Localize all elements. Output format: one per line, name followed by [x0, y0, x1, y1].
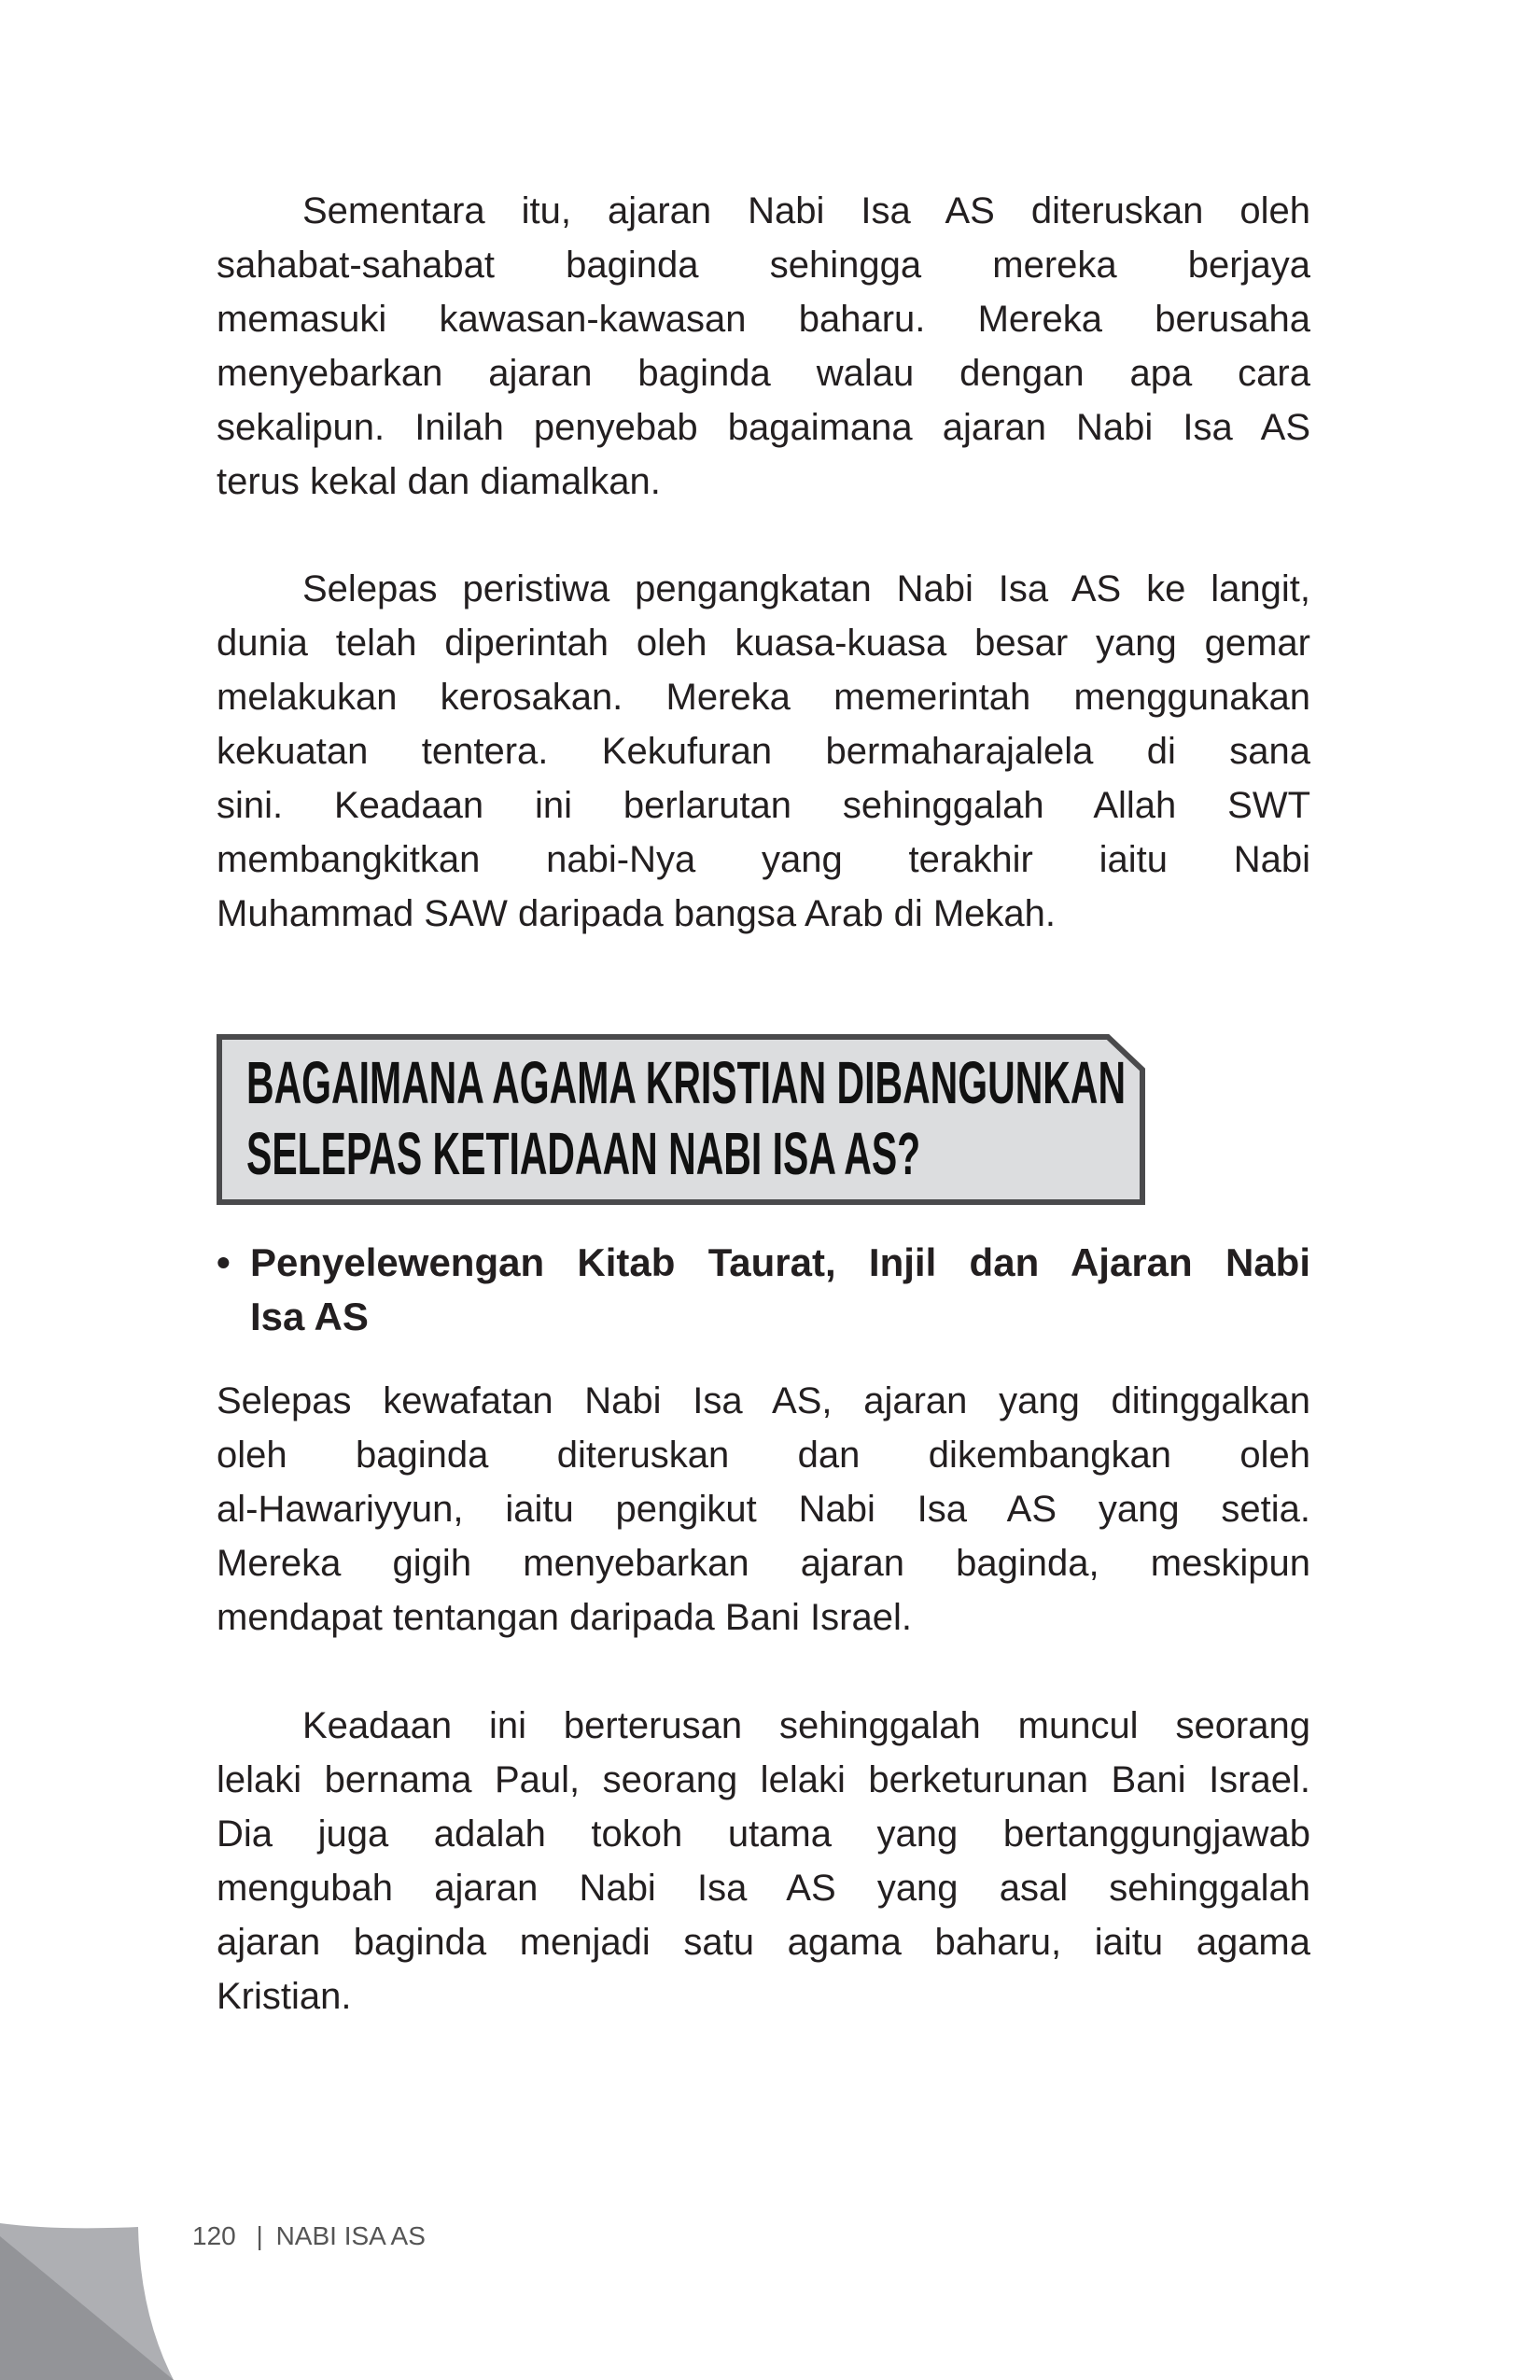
text-line: Selepas kewafatan Nabi Isa AS, ajaran yang ditinggalkan [217, 1380, 1310, 1421]
text-line: Keadaan ini berterusan sehinggalah muncul seorang [302, 1705, 1310, 1746]
heading-line-1: BAGAIMANA AGAMA KRISTIAN DIBANGUNKAN [246, 1049, 1127, 1116]
page-number: 120 [192, 2221, 236, 2250]
running-title: NABI ISA AS [275, 2221, 426, 2250]
section-heading [246, 1047, 1126, 1189]
section-heading-box [217, 1034, 1145, 1204]
text-line: Selepas peristiwa pengangkatan Nabi Isa AS ke langit, [302, 568, 1310, 609]
paragraph-2 [217, 562, 1310, 941]
text-line: melakukan kerosakan. Mereka memerintah menggunakan [217, 677, 1310, 718]
text-line: Mereka gigih menyebarkan ajaran baginda, meskipun [217, 1543, 1310, 1584]
text-line: terus kekal dan diamalkan. [217, 461, 661, 502]
footer-separator: | [256, 2221, 263, 2250]
paragraph-4 [217, 1699, 1310, 2023]
text-line: membangkitkan nabi-Nya yang terakhir iaitu Nabi [217, 839, 1310, 880]
subheading-line-2: Isa AS [250, 1295, 369, 1338]
text-line: Dia juga adalah tokoh utama yang bertanggungjawab [217, 1813, 1310, 1855]
text-line: ajaran baginda menjadi satu agama baharu, iaitu agama [217, 1922, 1310, 1963]
text-line: sahabat-sahabat baginda sehingga mereka berjaya [217, 245, 1310, 286]
heading-line-2: SELEPAS KETIADAAN NABI ISA AS? [246, 1120, 921, 1187]
text-line: mengubah ajaran Nabi Isa AS yang asal sehinggalah [217, 1868, 1310, 1909]
text-line: al-Hawariyyun, iaitu pengikut Nabi Isa AS yang setia. [217, 1489, 1310, 1530]
text-line: oleh baginda diteruskan dan dikembangkan oleh [217, 1435, 1310, 1476]
bullet-icon: • [217, 1240, 231, 1284]
text-line: kekuatan tentera. Kekufuran bermaharajalela di sana [217, 731, 1310, 772]
text-line: Muhammad SAW daripada bangsa Arab di Mekah. [217, 893, 1057, 934]
text-line: menyebarkan ajaran baginda walau dengan apa cara [217, 353, 1310, 394]
text-line: Sementara itu, ajaran Nabi Isa AS diteruskan oleh [302, 190, 1310, 231]
paragraph-1 [217, 184, 1310, 509]
page-curl-decoration [0, 2203, 187, 2380]
text-line: mendapat tentangan daripada Bani Israel. [217, 1597, 912, 1638]
subheading-line-1: Penyelewengan Kitab Taurat, Injil dan Ajaran Nabi [250, 1240, 1310, 1284]
page-footer [192, 2221, 426, 2251]
text-line: sini. Keadaan ini berlarutan sehinggalah Allah SWT [217, 785, 1310, 826]
text-line: memasuki kawasan-kawasan baharu. Mereka berusaha [217, 299, 1310, 340]
text-line: Kristian. [217, 1976, 352, 2017]
text-line: dunia telah diperintah oleh kuasa-kuasa besar yang gemar [217, 623, 1310, 664]
text-line: lelaki bernama Paul, seorang lelaki berketurunan Bani Israel. [217, 1759, 1310, 1800]
paragraph-3 [217, 1374, 1310, 1645]
text-line: sekalipun. Inilah penyebab bagaimana ajaran Nabi Isa AS [217, 407, 1310, 448]
